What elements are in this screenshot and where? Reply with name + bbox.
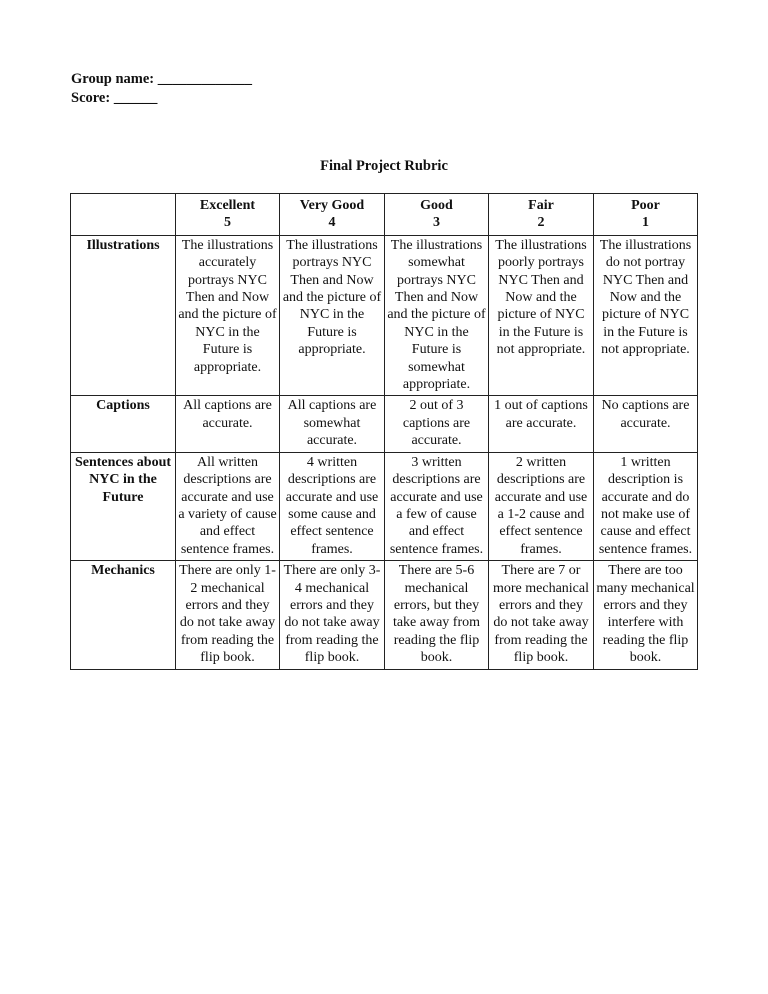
rubric-row-captions [71, 396, 698, 452]
score-line: Score: ______ [71, 90, 158, 106]
rubric-cell: 2 out of 3 captions are accurate. [385, 396, 489, 452]
rubric-cell: The illustrations poorly portrays NYC Then and Now and the picture of NYC in the Future is not appropriate. [489, 235, 594, 396]
row-label: Sentences about NYC in the Future [71, 452, 176, 560]
level-score: 2 [537, 215, 545, 231]
rubric-cell: There are only 3-4 mechanical errors and they do not take away from reading the flip book. [280, 561, 385, 669]
rubric-cell: There are only 1-2 mechanical errors and they do not take away from reading the flip book. [176, 561, 280, 669]
rubric-table [70, 193, 698, 670]
level-header-excellent [176, 194, 280, 236]
level-name: Excellent [199, 198, 256, 213]
level-score: 5 [224, 215, 231, 231]
rubric-cell: The illustrations portrays NYC Then and Now and the picture of NYC in the Future is appropriate. [280, 235, 385, 396]
level-name: Very Good [299, 198, 365, 213]
rubric-cell: All captions are somewhat accurate. [280, 396, 385, 452]
level-name: Poor [631, 198, 660, 213]
rubric-cell: 1 out of captions are accurate. [489, 396, 594, 452]
rubric-cell: All written descriptions are accurate and use a variety of cause and effect sentence frames. [176, 452, 280, 560]
rubric-cell: There are 7 or more mechanical errors and they do not take away from reading the flip book. [489, 561, 594, 669]
rubric-cell: 2 written descriptions are accurate and use a 1-2 cause and effect sentence frames. [489, 452, 594, 560]
document-title: Final Project Rubric [320, 158, 448, 174]
corner-cell [71, 194, 176, 236]
rubric-cell: The illustrations somewhat portrays NYC Then and Now and the picture of NYC in the Future is somewhat appropriate. [385, 235, 489, 396]
rubric-cell: 1 written description is accurate and do not make use of cause and effect sentence frames. [594, 452, 698, 560]
rubric-cell: There are too many mechanical errors and they interfere with reading the flip book. [594, 561, 698, 669]
rubric-cell: All captions are accurate. [176, 396, 280, 452]
level-header-good [385, 194, 489, 236]
rubric-cell: The illustrations accurately portrays NYC Then and Now and the picture of NYC in the Future is appropriate. [176, 235, 280, 396]
header-block [71, 70, 252, 108]
level-name: Good [420, 198, 453, 213]
level-name: Fair [528, 198, 554, 213]
row-label: Captions [71, 396, 176, 452]
rubric-cell: No captions are accurate. [594, 396, 698, 452]
level-header-fair [489, 194, 594, 236]
level-score: 3 [433, 215, 440, 231]
rubric-row-sentences [71, 452, 698, 560]
rubric-row-mechanics [71, 561, 698, 669]
group-name-line: Group name: _____________ [71, 71, 252, 87]
rubric-cell: 3 written descriptions are accurate and use a few of cause and effect sentence frames. [385, 452, 489, 560]
row-label: Illustrations [71, 235, 176, 396]
rubric-row-illustrations [71, 235, 698, 396]
rubric-header-row [71, 194, 698, 236]
level-score: 4 [328, 215, 336, 231]
level-header-very-good [280, 194, 385, 236]
level-score: 1 [642, 215, 649, 231]
row-label: Mechanics [71, 561, 176, 669]
rubric-cell: There are 5-6 mechanical errors, but they take away from reading the flip book. [385, 561, 489, 669]
level-header-poor [594, 194, 698, 236]
rubric-cell: The illustrations do not portray NYC Then and Now and the picture of NYC in the Future is not appropriate. [594, 235, 698, 396]
rubric-cell: 4 written descriptions are accurate and use some cause and effect sentence frames. [280, 452, 385, 560]
